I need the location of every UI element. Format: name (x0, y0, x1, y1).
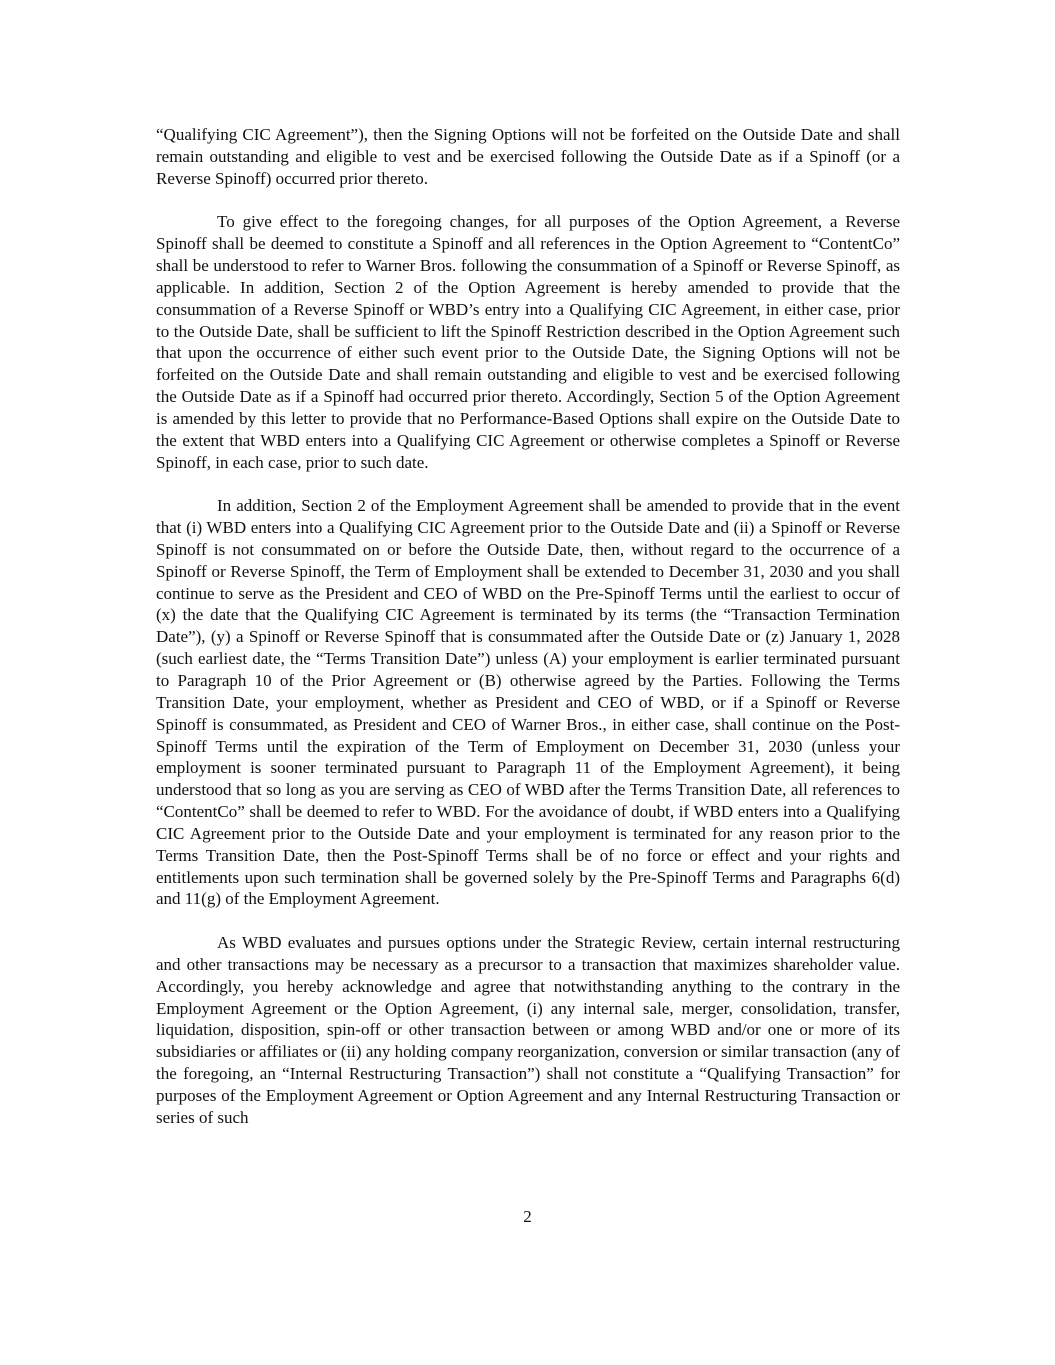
document-body (156, 124, 900, 1129)
paragraph-employment-agreement-amendment: In addition, Section 2 of the Employment Agreement shall be amended to provide that in the event that (i) WBD enters into a Qualifying CIC Agreement prior to the Outside Date and (ii) a Spinoff or Reverse Spinoff is not consummated on or before the Outside Date, then, without regard to the occurrence of a Spinoff or Reverse Spinoff, the Term of Employment shall be extended to December 31, 2030 and you shall continue to serve as the President and CEO of WBD on the Pre-Spinoff Terms until the earliest to occur of (x) the date that the Qualifying CIC Agreement is terminated by its terms (the “Transaction Termination Date”), (y) a Spinoff or Reverse Spinoff that is consummated after the Outside Date or (z) January 1, 2028 (such earliest date, the “Terms Transition Date”) unless (A) your employment is earlier terminated pursuant to Paragraph 10 of the Prior Agreement or (B) otherwise agreed by the Parties. Following the Terms Transition Date, your employment, whether as President and CEO of WBD, or if a Spinoff or Reverse Spinoff is consummated, as President and CEO of Warner Bros., in either case, shall continue on the Post-Spinoff Terms until the expiration of the Term of Employment on December 31, 2030 (unless your employment is sooner terminated pursuant to Paragraph 11 of the Employment Agreement), it being understood that so long as you are serving as CEO of WBD after the Terms Transition Date, all references to “ContentCo” shall be deemed to refer to WBD. For the avoidance of doubt, if WBD enters into a Qualifying CIC Agreement prior to the Outside Date and your employment is terminated for any reason prior to the Terms Transition Date, then the Post-Spinoff Terms shall be of no force or effect and your rights and entitlements upon such termination shall be governed solely by the Pre-Spinoff Terms and Paragraphs 6(d) and 11(g) of the Employment Agreement. (156, 496, 900, 909)
paragraph-continuation: “Qualifying CIC Agreement”), then the Signing Options will not be forfeited on the Outside Date and shall remain outstanding and eligible to vest and be exercised following the Outside Date as if a Spinoff (or a Reverse Spinoff) occurred prior thereto. (156, 125, 900, 188)
paragraph-option-agreement-changes: To give effect to the foregoing changes, for all purposes of the Option Agreement, a Reverse Spinoff shall be deemed to constitute a Spinoff and all references in the Option Agreement to “ContentCo” shall be understood to refer to Warner Bros. following the consummation of a Spinoff or Reverse Spinoff, as applicable. In addition, Section 2 of the Option Agreement is hereby amended to provide that the consummation of a Reverse Spinoff or WBD’s entry into a Qualifying CIC Agreement, in either case, prior to the Outside Date, shall be sufficient to lift the Spinoff Restriction described in the Option Agreement such that upon the occurrence of either such event prior to the Outside Date, the Signing Options will not be forfeited on the Outside Date and shall remain outstanding and eligible to vest and be exercised following the Outside Date as if a Spinoff had occurred prior thereto. Accordingly, Section 5 of the Option Agreement is amended by this letter to provide that no Performance-Based Options shall expire on the Outside Date to the extent that WBD enters into a Qualifying CIC Agreement or otherwise completes a Spinoff or Reverse Spinoff, in each case, prior to such date. (156, 212, 900, 472)
paragraph-internal-restructuring: As WBD evaluates and pursues options under the Strategic Review, certain internal restructuring and other transactions may be necessary as a precursor to a transaction that maximizes shareholder value. Accordingly, you hereby acknowledge and agree that notwithstanding anything to the contrary in the Employment Agreement or the Option Agreement, (i) any internal sale, merger, consolidation, transfer, liquidation, disposition, spin-off or other transaction between or among WBD and/or one or more of its subsidiaries or affiliates or (ii) any holding company reorganization, conversion or similar transaction (any of the foregoing, an “Internal Restructuring Transaction”) shall not constitute a “Qualifying Transaction” for purposes of the Employment Agreement or Option Agreement and any Internal Restructuring Transaction or series of such (156, 933, 900, 1127)
page-number: 2 (523, 1207, 532, 1226)
